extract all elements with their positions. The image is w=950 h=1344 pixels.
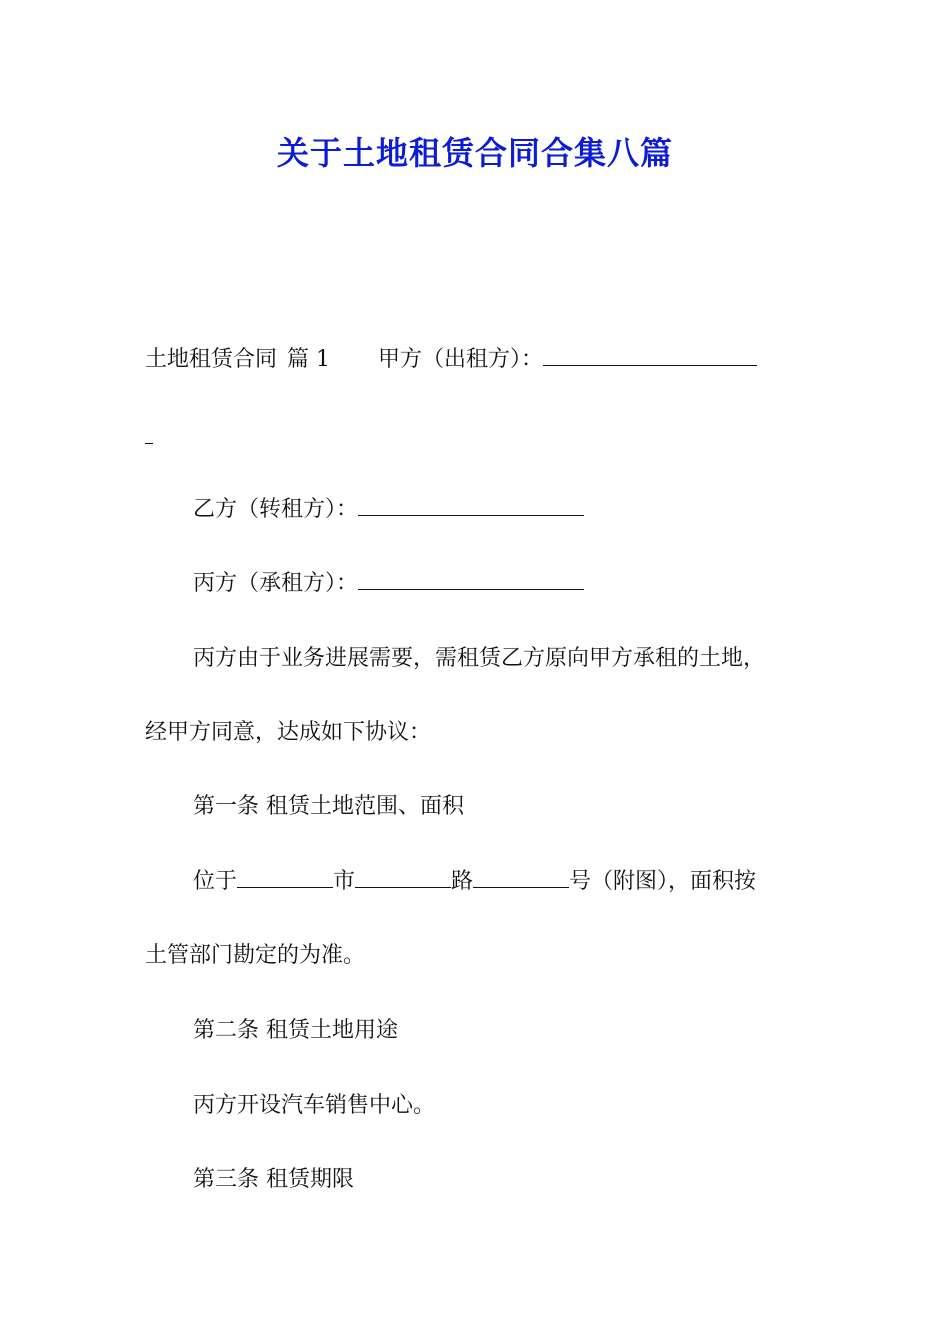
intro-line-1: 丙方由于业务进展需要，需租赁乙方原向甲方承租的土地， — [193, 646, 766, 671]
party-b-label: 乙方（转租方）： — [193, 497, 359, 522]
party-b-line — [193, 492, 873, 528]
road-suffix: 路 — [451, 869, 474, 894]
party-b-blank — [358, 493, 584, 516]
party-c-blank — [358, 567, 584, 590]
article1-location-line — [193, 864, 873, 900]
article3-heading: 第三条 租赁期限 — [193, 1167, 354, 1192]
article2-heading: 第二条 租赁土地用途 — [193, 1018, 398, 1043]
party-c-line — [193, 566, 873, 602]
road-blank — [355, 865, 451, 888]
party-a-blank-continuation — [145, 420, 825, 456]
party-c-label: 丙方（承租方）： — [193, 571, 359, 596]
intro-line-2: 经甲方同意，达成如下协议： — [145, 720, 432, 745]
number-suffix: 号（附图），面积按 — [569, 869, 757, 894]
city-suffix: 市 — [333, 869, 356, 894]
article2-body: 丙方开设汽车销售中心。 — [193, 1093, 436, 1118]
doc-label: 土地租赁合同 — [145, 347, 278, 372]
party-a-blank — [543, 343, 757, 366]
section-label: 篇 1 — [287, 347, 331, 372]
contract-header-line — [145, 342, 825, 378]
page-title: 关于土地租赁合同合集八篇 — [276, 134, 673, 172]
party-a-blank-overflow — [145, 421, 153, 444]
location-prefix: 位于 — [193, 869, 238, 894]
party-a-label: 甲方（出租方）： — [378, 347, 544, 372]
article1-heading: 第一条 租赁土地范围、面积 — [193, 794, 464, 819]
article1-line-2: 土管部门勘定的为准。 — [145, 943, 366, 968]
number-blank — [473, 865, 569, 888]
city-blank — [237, 865, 333, 888]
